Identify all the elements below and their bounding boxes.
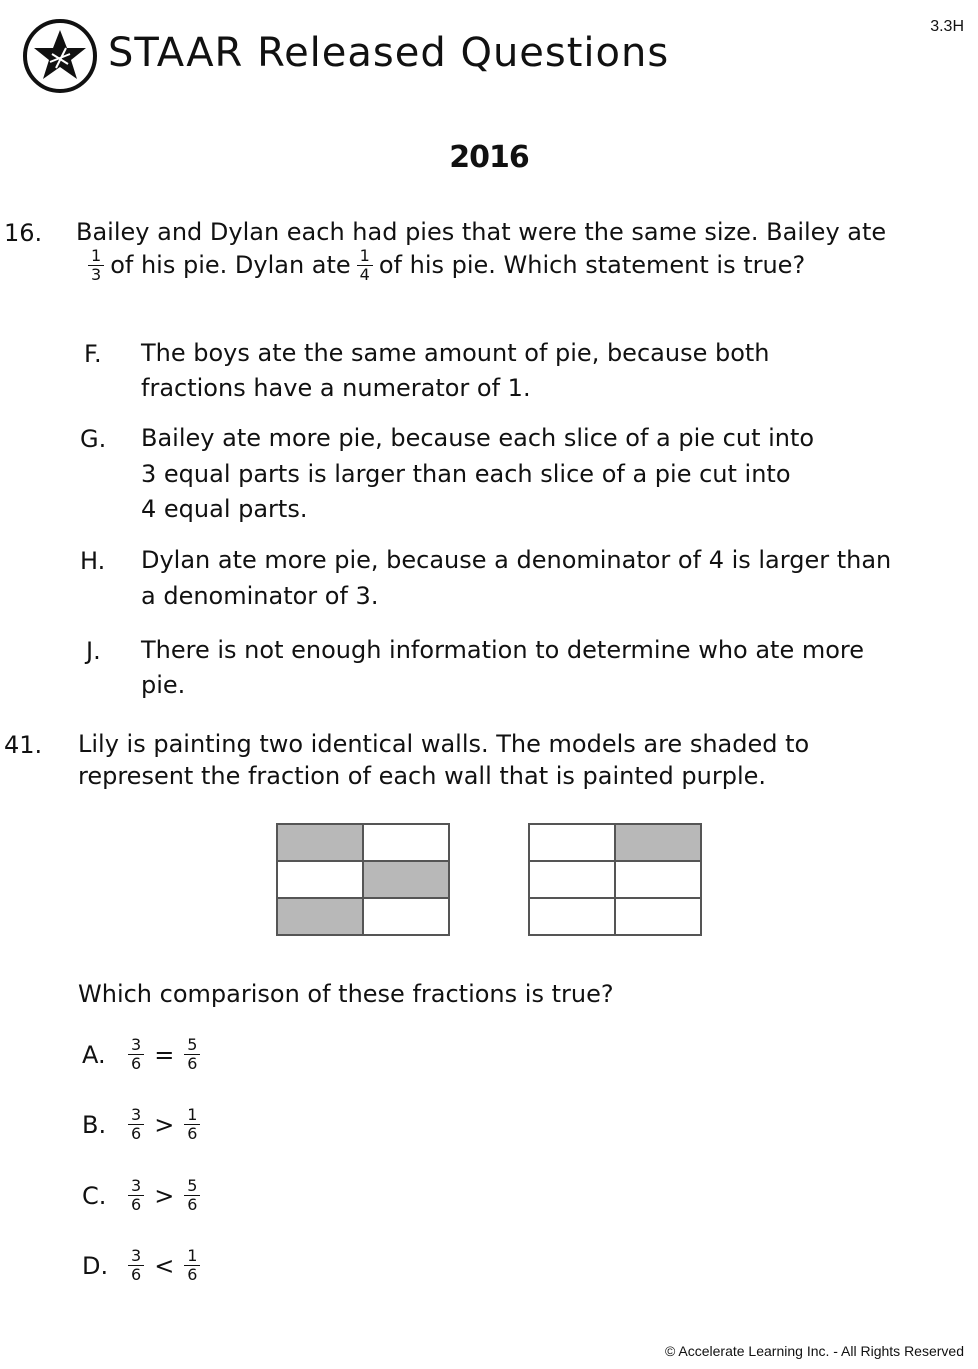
model-cell	[529, 824, 615, 861]
fraction-one-third: $\frac{1}{3}$	[88, 247, 104, 284]
wall-model-right	[528, 823, 702, 936]
fraction-one-fourth: $\frac{1}{4}$	[357, 247, 373, 284]
option-g-line-1: Bailey ate more pie, because each slice of a pie cut into	[141, 424, 815, 452]
question-16-text-a: of his pie. Dylan ate	[110, 251, 351, 279]
standard-code: 3.3H	[930, 18, 964, 35]
option-g-letter[interactable]: G.	[80, 425, 107, 453]
page-title: STAAR Released Questions	[108, 30, 670, 76]
question-41-line-1: Lily is painting two identical walls. The models are shaded to	[78, 730, 810, 758]
model-cell	[277, 898, 363, 935]
question-41-number: 41.	[4, 731, 43, 759]
option-j-line-1: There is not enough information to determine who ate more	[141, 636, 865, 664]
option-g-line-3: 4 equal parts.	[141, 495, 308, 523]
choice-a[interactable]: A. $\frac{3}{6}$ = $\frac{5}{6}$	[82, 1036, 206, 1073]
option-j-letter[interactable]: J.	[86, 637, 101, 665]
question-41-prompt: Which comparison of these fractions is true?	[78, 980, 614, 1008]
model-cell	[363, 898, 449, 935]
option-j-line-2: pie.	[141, 671, 186, 699]
year-heading: 2016	[449, 140, 529, 175]
option-f-line-1: The boys ate the same amount of pie, because both	[141, 339, 770, 367]
star-logo-icon	[22, 18, 98, 94]
option-h-letter[interactable]: H.	[80, 547, 106, 575]
question-16-text-b: of his pie. Which statement is true?	[378, 251, 806, 279]
choice-d[interactable]: D. $\frac{3}{6}$ < $\frac{1}{6}$	[82, 1247, 206, 1284]
question-16-line-2	[82, 247, 805, 284]
option-h-line-2: a denominator of 3.	[141, 582, 379, 610]
model-cell	[277, 824, 363, 861]
question-16-line-1: Bailey and Dylan each had pies that were the same size. Bailey ate	[76, 218, 887, 246]
question-16-number: 16.	[4, 219, 43, 247]
model-cell	[277, 861, 363, 898]
choice-b[interactable]: B. $\frac{3}{6}$ > $\frac{1}{6}$	[82, 1106, 206, 1143]
option-f-line-2: fractions have a numerator of 1.	[141, 374, 531, 402]
model-cell	[615, 824, 701, 861]
copyright-footer: © Accelerate Learning Inc. - All Rights Reserved	[664, 1343, 964, 1359]
model-cell	[615, 861, 701, 898]
model-cell	[363, 824, 449, 861]
wall-model-left	[276, 823, 450, 936]
model-cell	[615, 898, 701, 935]
model-cell	[529, 861, 615, 898]
question-41-line-2: represent the fraction of each wall that is painted purple.	[78, 762, 767, 790]
option-h-line-1: Dylan ate more pie, because a denominator of 4 is larger than	[141, 546, 892, 574]
model-cell	[529, 898, 615, 935]
model-cell	[363, 861, 449, 898]
option-g-line-2: 3 equal parts is larger than each slice of a pie cut into	[141, 460, 791, 488]
option-f-letter[interactable]: F.	[84, 340, 102, 368]
choice-c[interactable]: C. $\frac{3}{6}$ > $\frac{5}{6}$	[82, 1177, 206, 1214]
